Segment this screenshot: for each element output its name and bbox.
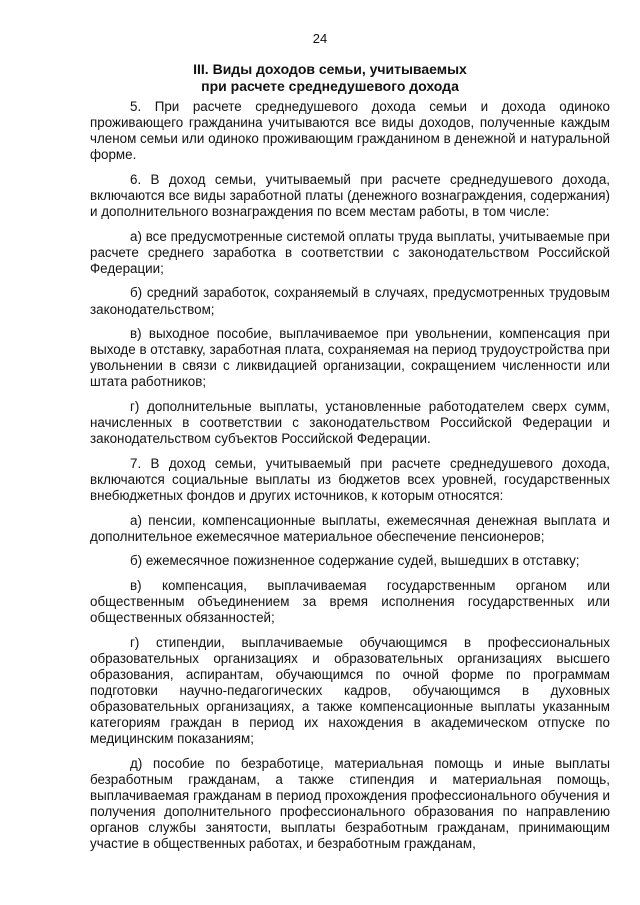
paragraph-item-6: 6. В доход семьи, учитываемый при расчете среднедушевого дохода, включаются все виды заработной платы (денежного вознаграждения, содержания) и дополнительного вознаграждения по всем местам работы, в том числе: (90, 171, 610, 220)
page-number: 24 (312, 31, 328, 46)
section-title-line1: III. Виды доходов семьи, учитываемых (193, 61, 467, 77)
paragraph-item-7: 7. В доход семьи, учитываемый при расчете среднедушевого дохода, включаются социальные выплаты из бюджетов всех уровней, государственных внебюджетных фондов и других источников, к которым относятся: (90, 455, 610, 503)
paragraph-item-6b: б) средний заработок, сохраняемый в случаях, предусмотренных трудовым законодательством; (90, 285, 610, 317)
paragraph-item-7g: г) стипендии, выплачиваемые обучающимся в профессиональных образовательных организациях и образовательных организациях высшего образования, аспирантам, обучающимся по очной форме по программам подготовки научно-педагогических кадров, обучающимся в духовных образовательных организациях, а также компенсационные выплаты указанным категориям граждан в период их нахождения в академическом отпуске по медицинским показаниям; (90, 634, 610, 747)
paragraph-item-7v: в) компенсация, выплачиваемая государственным органом или общественным объединением за время исполнения государственных или общественных обязанностей; (90, 577, 610, 626)
paragraph-item-7d: д) пособие по безработице, материальная помощь и иные выплаты безработным гражданам, а также стипендия и материальная помощь, выплачиваемая гражданам в период прохождения профессионального обучения и получения дополнительного профессионального образования по направлению органов службы занятости, выплаты безработным гражданам, принимающим участие в общественных работах, и безработным гражданам, (90, 755, 610, 852)
document-body (90, 99, 610, 861)
paragraph-item-6g: г) дополнительные выплаты, установленные работодателем сверх сумм, начисленных в соответствии с законодательством Российской Федерации и законодательством субъектов Российской Федерации. (90, 399, 610, 447)
paragraph-item-5: 5. При расчете среднедушевого дохода семьи и дохода одиноко проживающего гражданина учитываются все виды доходов, полученные каждым членом семьи или одиноко проживающим гражданином в денежной и натуральной форме. (90, 99, 610, 163)
paragraph-item-7a: а) пенсии, компенсационные выплаты, ежемесячная денежная выплата и дополнительное ежемесячное материальное обеспечение пенсионеров; (90, 512, 610, 544)
paragraph-item-7b: б) ежемесячное пожизненное содержание судей, вышедших в отставку; (130, 553, 580, 569)
paragraph-item-6a: а) все предусмотренные системой оплаты труда выплаты, учитываемые при расчете среднего заработка в соответствии с законодательством Российской Федерации; (90, 228, 610, 276)
paragraph-item-6v: в) выходное пособие, выплачиваемое при увольнении, компенсация при выходе в отставку, заработная плата, сохраняемая на период трудоустройства при увольнении в связи с ликвидацией организации, сокращением численности или штата работников; (90, 326, 610, 390)
section-heading (90, 61, 570, 95)
section-title-line2: при расчете среднедушевого дохода (201, 78, 459, 94)
